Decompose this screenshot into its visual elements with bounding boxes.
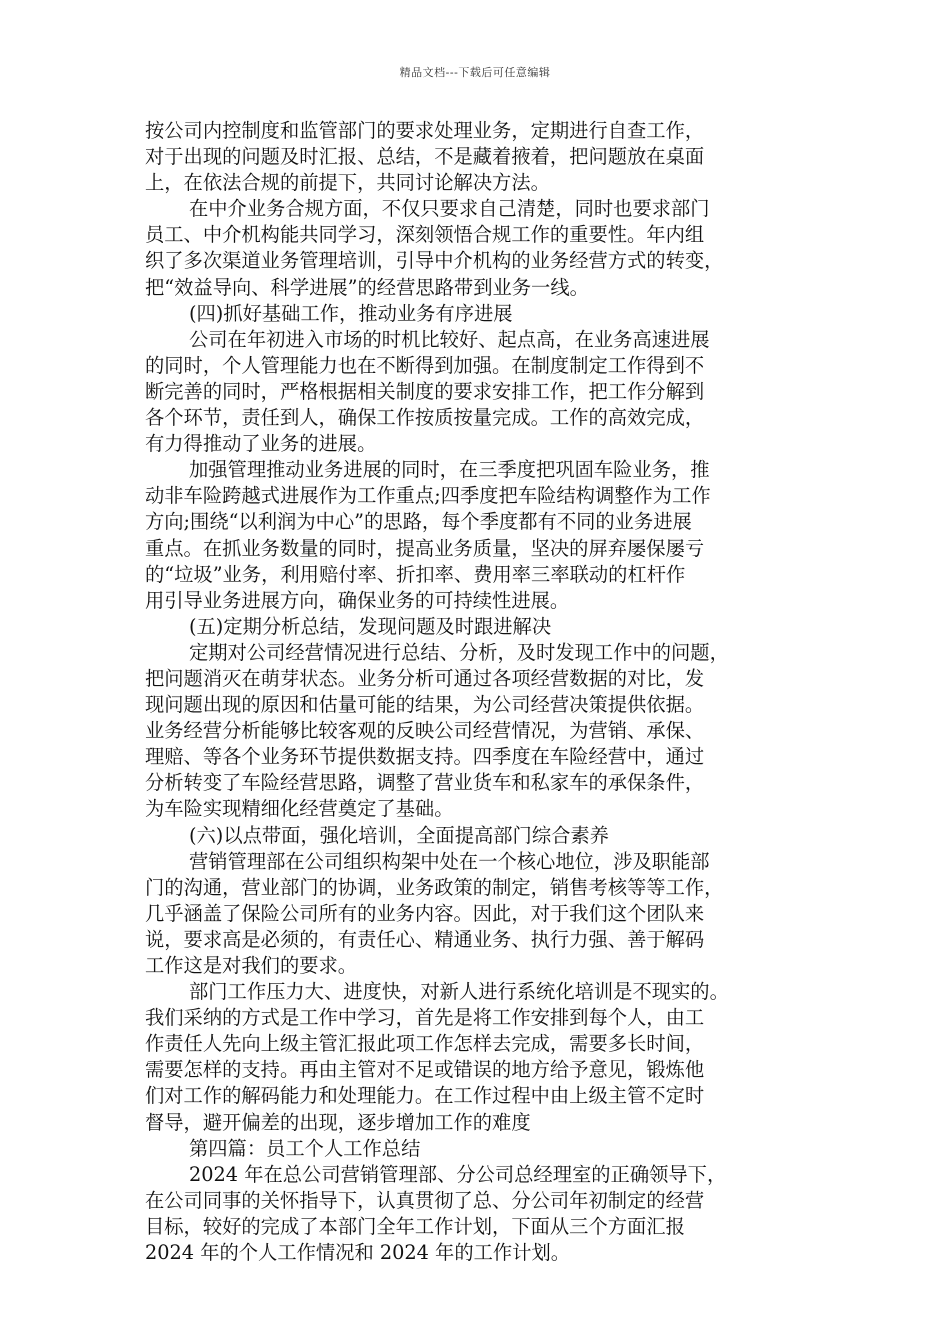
text-line: 督导，避开偏差的出现，逐步增加工作的难度 <box>145 1110 531 1134</box>
text-line: 现问题出现的原因和估量可能的结果，为公司经营决策提供依据。 <box>145 693 705 717</box>
text-line: 的“垃圾”业务，利用赔付率、折扣率、费用率三率联动的杠杆作 <box>145 562 686 586</box>
text-line: 业务经营分析能够比较客观的反映公司经营情况，为营销、承保、 <box>145 719 705 743</box>
text-line: 的同时，个人管理能力也在不断得到加强。在制度制定工作得到不 <box>145 353 705 377</box>
text-line: 几乎涵盖了保险公司所有的业务内容。因此，对于我们这个团队来 <box>145 901 705 925</box>
body-text <box>145 118 805 1266</box>
document-body <box>145 118 805 1266</box>
text-line: 有力得推动了业务的进展。 <box>145 432 377 456</box>
text-line: (五)定期分析总结，发现问题及时跟进解决 <box>189 614 552 638</box>
page-header: 精品文档---下载后可任意编辑 <box>399 66 551 79</box>
text-line: 工作这是对我们的要求。 <box>145 954 358 977</box>
text-line: 重点。在抓业务数量的同时，提高业务质量，坚决的屏弃屡保屡亏 <box>145 536 705 560</box>
text-line: 对于出现的问题及时汇报、总结，不是藏着掖着，把问题放在桌面 <box>145 145 705 169</box>
text-line: 说，要求高是必须的，有责任心、精通业务、执行力强、善于解码 <box>145 927 705 951</box>
text-line: 门的沟通，营业部门的协调，业务政策的制定，销售考核等等工作， <box>145 875 724 899</box>
text-line: 作责任人先向上级主管汇报此项工作怎样去完成，需要多长时间， <box>145 1032 705 1056</box>
text-line: 按公司内控制度和监管部门的要求处理业务，定期进行自查工作， <box>145 119 705 142</box>
text-line: 把“效益导向、科学进展”的经营思路带到业务一线。 <box>145 275 589 299</box>
text-line: 员工、中介机构能共同学习，深刻领悟合规工作的重要性。年内组 <box>145 223 705 247</box>
text-line: (六)以点带面，强化培训，全面提高部门综合素养 <box>189 823 609 847</box>
text-line: 定期对公司经营情况进行总结、分析，及时发现工作中的问题， <box>189 640 729 664</box>
text-line: 第四篇：员工个人工作总结 <box>189 1136 421 1160</box>
text-line: 动非车险跨越式进展作为工作重点;四季度把车险结构调整作为工作 <box>145 484 711 508</box>
text-line: 目标，较好的完成了本部门全年工作计划，下面从三个方面汇报 <box>145 1214 685 1238</box>
text-line: 营销管理部在公司组织构架中处在一个核心地位，涉及职能部 <box>189 849 710 873</box>
text-line: 把问题消灭在萌芽状态。业务分析可通过各项经营数据的对比，发 <box>145 666 705 690</box>
text-line: 织了多次渠道业务管理培训，引导中介机构的业务经营方式的转变， <box>145 249 724 273</box>
text-line: 公司在年初进入市场的时机比较好、起点高，在业务高速进展 <box>189 327 710 351</box>
text-line: 分析转变了车险经营思路，调整了营业货车和私家车的承保条件， <box>145 771 705 795</box>
text-line: (四)抓好基础工作，推动业务有序进展 <box>189 301 513 325</box>
text-line: 断完善的同时，严格根据相关制度的要求安排工作，把工作分解到 <box>145 379 705 403</box>
text-line: 理赔、等各个业务环节提供数据支持。四季度在车险经营中，通过 <box>145 745 705 769</box>
text-line: 2024 年的个人工作情况和 2024 年的工作计划。 <box>145 1241 571 1265</box>
text-line: 为车险实现精细化经营奠定了基础。 <box>145 797 454 821</box>
text-line: 2024 年在总公司营销管理部、分公司总经理室的正确领导下， <box>189 1162 727 1186</box>
text-line: 在中介业务合规方面，不仅只要求自己清楚，同时也要求部门 <box>189 197 710 221</box>
text-line: 我们采纳的方式是工作中学习，首先是将工作安排到每个人，由工 <box>145 1006 705 1030</box>
text-line: 部门工作压力大、进度快，对新人进行系统化培训是不现实的。 <box>189 980 729 1004</box>
text-line: 上，在依法合规的前提下，共同讨论解决方法。 <box>145 171 550 195</box>
text-line: 需要怎样的支持。再由主管对不足或错误的地方给予意见，锻炼他 <box>145 1058 705 1082</box>
text-line: 加强管理推动业务进展的同时，在三季度把巩固车险业务，推 <box>189 458 710 482</box>
text-line: 方向;围绕“以利润为中心”的思路，每个季度都有不同的业务进展 <box>145 510 692 534</box>
text-line: 们对工作的解码能力和处理能力。在工作过程中由上级主管不定时 <box>145 1084 705 1108</box>
text-line: 各个环节，责任到人，确保工作按质按量完成。工作的高效完成， <box>145 406 705 430</box>
text-line: 用引导业务进展方向，确保业务的可持续性进展。 <box>145 588 570 612</box>
text-line: 在公司同事的关怀指导下，认真贯彻了总、分公司年初制定的经营 <box>145 1188 705 1212</box>
